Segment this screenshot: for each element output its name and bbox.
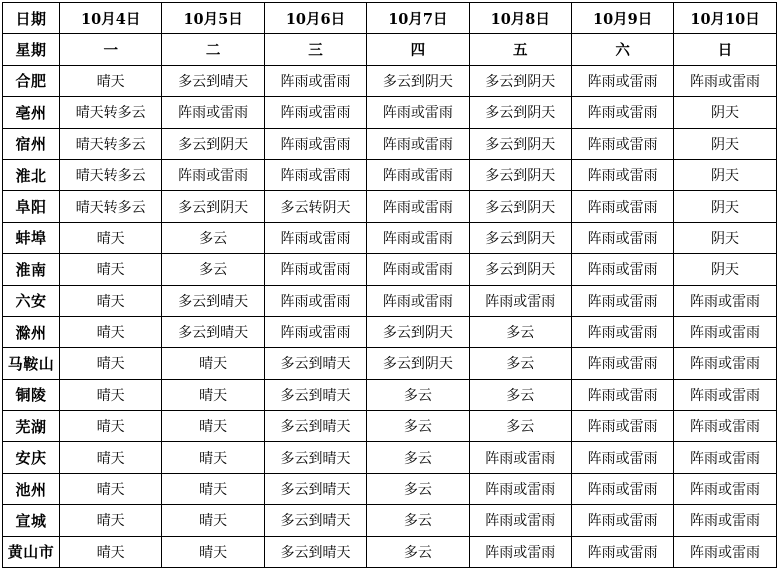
forecast-cell: 晴天 <box>60 316 162 347</box>
city-name-cell: 黄山市 <box>3 536 60 567</box>
forecast-cell: 阴天 <box>674 159 776 190</box>
date-cell: 10月9日 <box>571 3 673 34</box>
date-cell: 10月10日 <box>674 3 776 34</box>
forecast-cell: 阵雨或雷雨 <box>571 473 673 504</box>
forecast-cell: 多云 <box>469 411 571 442</box>
weekday-label-cell: 星期 <box>3 34 60 65</box>
city-name-cell: 滁州 <box>3 316 60 347</box>
forecast-cell: 阵雨或雷雨 <box>674 316 776 347</box>
weekday-cell: 一 <box>60 34 162 65</box>
forecast-cell: 阵雨或雷雨 <box>469 505 571 536</box>
city-name-cell: 宿州 <box>3 128 60 159</box>
forecast-cell: 晴天 <box>60 536 162 567</box>
forecast-cell: 阴天 <box>674 254 776 285</box>
forecast-cell: 多云到阴天 <box>162 191 264 222</box>
forecast-cell: 多云到阴天 <box>469 222 571 253</box>
forecast-cell: 阵雨或雷雨 <box>571 128 673 159</box>
forecast-cell: 阵雨或雷雨 <box>674 379 776 410</box>
forecast-cell: 晴天 <box>162 442 264 473</box>
weekday-cell: 三 <box>264 34 366 65</box>
forecast-cell: 阵雨或雷雨 <box>674 285 776 316</box>
date-cell: 10月4日 <box>60 3 162 34</box>
weekday-cell: 日 <box>674 34 776 65</box>
forecast-cell: 晴天 <box>60 411 162 442</box>
forecast-cell: 多云到晴天 <box>162 285 264 316</box>
forecast-cell: 晴天转多云 <box>60 159 162 190</box>
forecast-cell: 阵雨或雷雨 <box>571 316 673 347</box>
city-name-cell: 淮南 <box>3 254 60 285</box>
forecast-cell: 晴天 <box>162 505 264 536</box>
forecast-cell: 晴天 <box>60 65 162 96</box>
forecast-cell: 多云 <box>367 505 469 536</box>
forecast-cell: 晴天 <box>60 222 162 253</box>
weekday-cell: 四 <box>367 34 469 65</box>
table-row <box>3 379 777 410</box>
forecast-cell: 多云 <box>469 379 571 410</box>
city-name-cell: 芜湖 <box>3 411 60 442</box>
table-row <box>3 97 777 128</box>
weekday-cell: 五 <box>469 34 571 65</box>
city-name-cell: 池州 <box>3 473 60 504</box>
forecast-cell: 阵雨或雷雨 <box>571 65 673 96</box>
forecast-cell: 阵雨或雷雨 <box>571 442 673 473</box>
city-name-cell: 淮北 <box>3 159 60 190</box>
city-name-cell: 蚌埠 <box>3 222 60 253</box>
forecast-cell: 阵雨或雷雨 <box>469 442 571 473</box>
forecast-cell: 阵雨或雷雨 <box>264 254 366 285</box>
table-row <box>3 191 777 222</box>
forecast-cell: 多云到阴天 <box>469 159 571 190</box>
forecast-cell: 晴天 <box>60 348 162 379</box>
forecast-cell: 阵雨或雷雨 <box>264 159 366 190</box>
forecast-cell: 多云到阴天 <box>469 97 571 128</box>
forecast-cell: 阵雨或雷雨 <box>264 97 366 128</box>
city-name-cell: 亳州 <box>3 97 60 128</box>
forecast-cell: 阵雨或雷雨 <box>674 536 776 567</box>
date-header-row <box>3 3 777 34</box>
forecast-cell: 阵雨或雷雨 <box>571 505 673 536</box>
forecast-cell: 阵雨或雷雨 <box>571 379 673 410</box>
forecast-cell: 多云 <box>162 254 264 285</box>
forecast-cell: 晴天 <box>162 379 264 410</box>
date-cell: 10月5日 <box>162 3 264 34</box>
date-cell: 10月7日 <box>367 3 469 34</box>
forecast-cell: 阵雨或雷雨 <box>469 285 571 316</box>
forecast-cell: 多云到晴天 <box>264 348 366 379</box>
forecast-cell: 多云到晴天 <box>264 505 366 536</box>
forecast-cell: 晴天 <box>162 348 264 379</box>
forecast-table <box>2 2 777 568</box>
forecast-cell: 晴天 <box>60 473 162 504</box>
forecast-cell: 多云到阴天 <box>367 316 469 347</box>
forecast-cell: 阵雨或雷雨 <box>367 97 469 128</box>
table-row <box>3 254 777 285</box>
forecast-cell: 多云到阴天 <box>367 65 469 96</box>
table-row <box>3 159 777 190</box>
city-name-cell: 铜陵 <box>3 379 60 410</box>
forecast-cell: 阵雨或雷雨 <box>367 128 469 159</box>
forecast-cell: 多云到晴天 <box>264 442 366 473</box>
forecast-cell: 阵雨或雷雨 <box>469 536 571 567</box>
forecast-cell: 阵雨或雷雨 <box>674 473 776 504</box>
forecast-cell: 多云到阴天 <box>469 254 571 285</box>
forecast-cell: 阴天 <box>674 97 776 128</box>
forecast-cell: 多云到阴天 <box>469 65 571 96</box>
forecast-cell: 阴天 <box>674 128 776 159</box>
table-row <box>3 285 777 316</box>
forecast-cell: 阵雨或雷雨 <box>571 191 673 222</box>
table-row <box>3 536 777 567</box>
forecast-cell: 阴天 <box>674 222 776 253</box>
forecast-cell: 多云到阴天 <box>469 191 571 222</box>
forecast-cell: 阵雨或雷雨 <box>367 254 469 285</box>
weekday-cell: 六 <box>571 34 673 65</box>
forecast-cell: 阵雨或雷雨 <box>264 222 366 253</box>
table-row <box>3 411 777 442</box>
forecast-cell: 多云 <box>367 411 469 442</box>
forecast-cell: 多云 <box>367 473 469 504</box>
forecast-cell: 阵雨或雷雨 <box>674 442 776 473</box>
city-name-cell: 合肥 <box>3 65 60 96</box>
forecast-cell: 多云 <box>367 442 469 473</box>
forecast-cell: 晴天转多云 <box>60 128 162 159</box>
forecast-cell: 阵雨或雷雨 <box>264 285 366 316</box>
table-row <box>3 316 777 347</box>
city-name-cell: 阜阳 <box>3 191 60 222</box>
table-row <box>3 505 777 536</box>
forecast-cell: 多云到晴天 <box>162 316 264 347</box>
forecast-cell: 阵雨或雷雨 <box>367 191 469 222</box>
city-name-cell: 安庆 <box>3 442 60 473</box>
forecast-cell: 晴天转多云 <box>60 191 162 222</box>
forecast-cell: 阵雨或雷雨 <box>571 254 673 285</box>
forecast-cell: 晴天 <box>60 379 162 410</box>
forecast-body <box>3 65 777 567</box>
table-row <box>3 348 777 379</box>
forecast-cell: 阵雨或雷雨 <box>162 97 264 128</box>
table-row <box>3 65 777 96</box>
forecast-cell: 阵雨或雷雨 <box>571 159 673 190</box>
forecast-cell: 多云到晴天 <box>162 65 264 96</box>
forecast-cell: 多云到阴天 <box>162 128 264 159</box>
table-row <box>3 222 777 253</box>
weekday-row <box>3 34 777 65</box>
forecast-cell: 晴天 <box>60 285 162 316</box>
city-name-cell: 马鞍山 <box>3 348 60 379</box>
forecast-cell: 晴天 <box>162 473 264 504</box>
forecast-cell: 阵雨或雷雨 <box>674 411 776 442</box>
forecast-cell: 晴天 <box>162 536 264 567</box>
forecast-cell: 多云转阴天 <box>264 191 366 222</box>
forecast-cell: 阵雨或雷雨 <box>571 348 673 379</box>
forecast-cell: 多云到晴天 <box>264 536 366 567</box>
forecast-cell: 晴天转多云 <box>60 97 162 128</box>
table-row <box>3 442 777 473</box>
forecast-cell: 多云到晴天 <box>264 379 366 410</box>
forecast-cell: 多云到晴天 <box>264 411 366 442</box>
table-row <box>3 473 777 504</box>
forecast-cell: 晴天 <box>162 411 264 442</box>
forecast-cell: 阵雨或雷雨 <box>571 411 673 442</box>
forecast-cell: 阵雨或雷雨 <box>162 159 264 190</box>
forecast-cell: 阵雨或雷雨 <box>367 159 469 190</box>
forecast-cell: 晴天 <box>60 505 162 536</box>
forecast-cell: 阵雨或雷雨 <box>264 65 366 96</box>
forecast-cell: 多云到阴天 <box>367 348 469 379</box>
forecast-cell: 阵雨或雷雨 <box>571 222 673 253</box>
forecast-cell: 阵雨或雷雨 <box>571 97 673 128</box>
forecast-cell: 晴天 <box>60 254 162 285</box>
forecast-cell: 阴天 <box>674 191 776 222</box>
forecast-cell: 多云 <box>162 222 264 253</box>
forecast-cell: 多云 <box>469 316 571 347</box>
forecast-cell: 阵雨或雷雨 <box>571 536 673 567</box>
forecast-cell: 阵雨或雷雨 <box>571 285 673 316</box>
forecast-cell: 多云 <box>469 348 571 379</box>
forecast-cell: 阵雨或雷雨 <box>674 505 776 536</box>
forecast-cell: 多云 <box>367 536 469 567</box>
date-cell: 10月6日 <box>264 3 366 34</box>
weekday-cell: 二 <box>162 34 264 65</box>
city-name-cell: 宣城 <box>3 505 60 536</box>
forecast-cell: 多云到晴天 <box>264 473 366 504</box>
forecast-cell: 阵雨或雷雨 <box>674 348 776 379</box>
forecast-cell: 晴天 <box>60 442 162 473</box>
forecast-cell: 阵雨或雷雨 <box>367 222 469 253</box>
date-label-cell: 日期 <box>3 3 60 34</box>
forecast-cell: 阵雨或雷雨 <box>674 65 776 96</box>
forecast-cell: 阵雨或雷雨 <box>264 128 366 159</box>
table-row <box>3 128 777 159</box>
city-name-cell: 六安 <box>3 285 60 316</box>
forecast-cell: 阵雨或雷雨 <box>264 316 366 347</box>
forecast-cell: 阵雨或雷雨 <box>469 473 571 504</box>
forecast-cell: 多云 <box>367 379 469 410</box>
date-cell: 10月8日 <box>469 3 571 34</box>
forecast-cell: 多云到阴天 <box>469 128 571 159</box>
forecast-cell: 阵雨或雷雨 <box>367 285 469 316</box>
